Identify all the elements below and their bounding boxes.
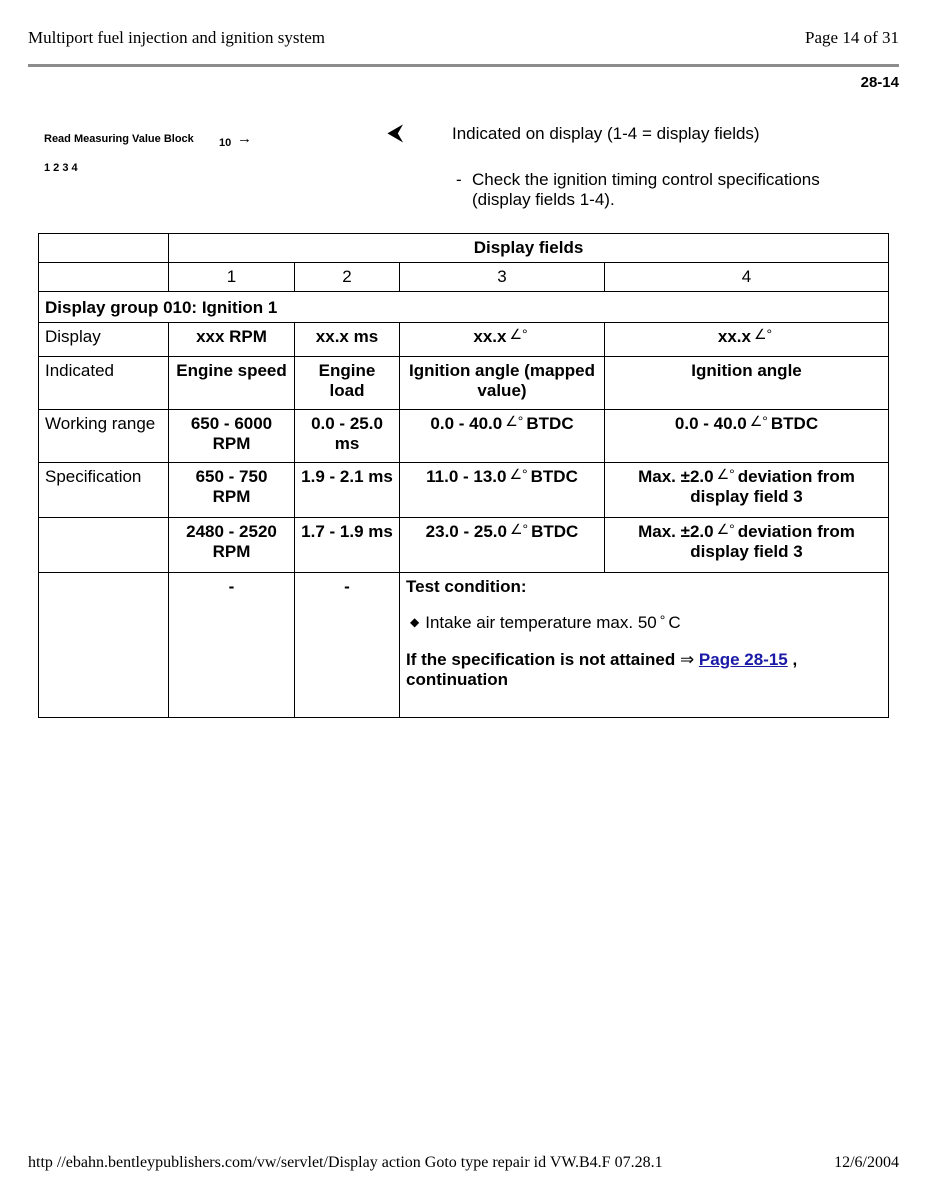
print-date: 12/6/2004 (834, 1154, 899, 1171)
table-cell: 1.7 - 1.9 ms (295, 518, 400, 573)
arrow-right-icon: → (237, 130, 252, 147)
angle-degree-symbol: ∠° (716, 521, 735, 537)
test-condition-title: Test condition: (406, 577, 527, 596)
table-cell: 0.0 - 40.0 ∠° BTDC (400, 410, 605, 463)
table-cell: - (169, 573, 295, 718)
page-28-15-link[interactable]: Page 28-15 (698, 650, 788, 669)
table-cell: Ignition angle (mapped value) (400, 357, 605, 410)
row-label-empty (39, 518, 169, 573)
not-attained-note: If the specification is not attained ⇒ Page 28-15 , continuation (406, 650, 798, 689)
table-cell: 650 - 6000 RPM (169, 410, 295, 463)
table-cell: - (295, 573, 400, 718)
block-number: 10 (219, 137, 232, 149)
table-cell: 23.0 - 25.0 ∠° BTDC (400, 518, 605, 573)
section-code: 28-14 (860, 74, 899, 91)
angle-degree-symbol: ∠° (753, 326, 773, 342)
table-cell: xx.x ms (295, 323, 400, 357)
table-row (39, 323, 889, 357)
display-field-numbers: 1 2 3 4 (44, 162, 78, 174)
angle-degree-symbol: ∠° (509, 521, 529, 537)
display-fields-header: Display fields (169, 234, 889, 263)
column-header-4: 4 (605, 263, 889, 292)
header-divider (28, 64, 899, 67)
table-cell: Max. ±2.0 ∠° deviation from display field 3 (605, 518, 889, 573)
table-cell: Engine speed (169, 357, 295, 410)
table-cell: 0.0 - 25.0 ms (295, 410, 400, 463)
row-label-specification: Specification (39, 463, 169, 518)
angle-degree-symbol: ∠° (509, 326, 528, 342)
display-fields-table (38, 233, 889, 718)
diamond-bullet-icon: ◆ (410, 615, 420, 629)
display-group-title: Display group 010: Ignition 1 (39, 292, 889, 323)
table-cell: xxx RPM (169, 323, 295, 357)
column-header-1: 1 (169, 263, 295, 292)
table-row (39, 518, 889, 573)
source-url: http //ebahn.bentleypublishers.com/vw/servlet/Display action Goto type repair id VW.B4.F 07.28.1 (28, 1154, 663, 1171)
group-title-row (39, 292, 889, 323)
table-cell: xx.x ∠° (605, 323, 889, 357)
angle-degree-symbol: ∠° (716, 466, 735, 482)
table-cell: Ignition angle (605, 357, 889, 410)
table-cell: 0.0 - 40.0 ∠° BTDC (605, 410, 889, 463)
table-cell: Max. ±2.0 ∠° deviation from display field 3 (605, 463, 889, 518)
column-header-3: 3 (400, 263, 605, 292)
row-label-indicated: Indicated (39, 357, 169, 410)
table-header-row (39, 234, 889, 263)
table-row (39, 410, 889, 463)
table-row (39, 357, 889, 410)
table-cell: 2480 - 2520 RPM (169, 518, 295, 573)
test-condition-item: ◆ Intake air temperature max. 50 ° C (410, 612, 681, 632)
column-header-2: 2 (295, 263, 400, 292)
check-instruction: Check the ignition timing control specifications (display fields 1-4). (472, 170, 820, 209)
table-cell: 650 - 750 RPM (169, 463, 295, 518)
row-label-working-range: Working range (39, 410, 169, 463)
table-cell: 11.0 - 13.0 ∠° BTDC (400, 463, 605, 518)
read-measuring-value-block-label: Read Measuring Value Block (44, 133, 194, 145)
angle-degree-symbol: ∠° (749, 413, 768, 429)
table-row (39, 573, 889, 718)
table-cell: Engine load (295, 357, 400, 410)
angle-degree-symbol: ∠° (505, 413, 524, 429)
angle-degree-symbol: ∠° (509, 466, 528, 482)
table-row (39, 463, 889, 518)
test-condition-cell (400, 573, 889, 718)
document-title: Multiport fuel injection and ignition system (28, 28, 325, 47)
page-indicator: Page 14 of 31 (805, 28, 899, 47)
goto-arrow-icon: ⇒ (679, 650, 695, 669)
table-cell: 1.9 - 2.1 ms (295, 463, 400, 518)
table-cell: xx.x ∠° (400, 323, 605, 357)
row-label-display: Display (39, 323, 169, 357)
display-description: Indicated on display (1-4 = display fields) (452, 124, 760, 143)
column-numbers-row (39, 263, 889, 292)
display-indicator-icon: ⮜ (388, 122, 403, 144)
check-bullet-dash: - (456, 170, 462, 189)
